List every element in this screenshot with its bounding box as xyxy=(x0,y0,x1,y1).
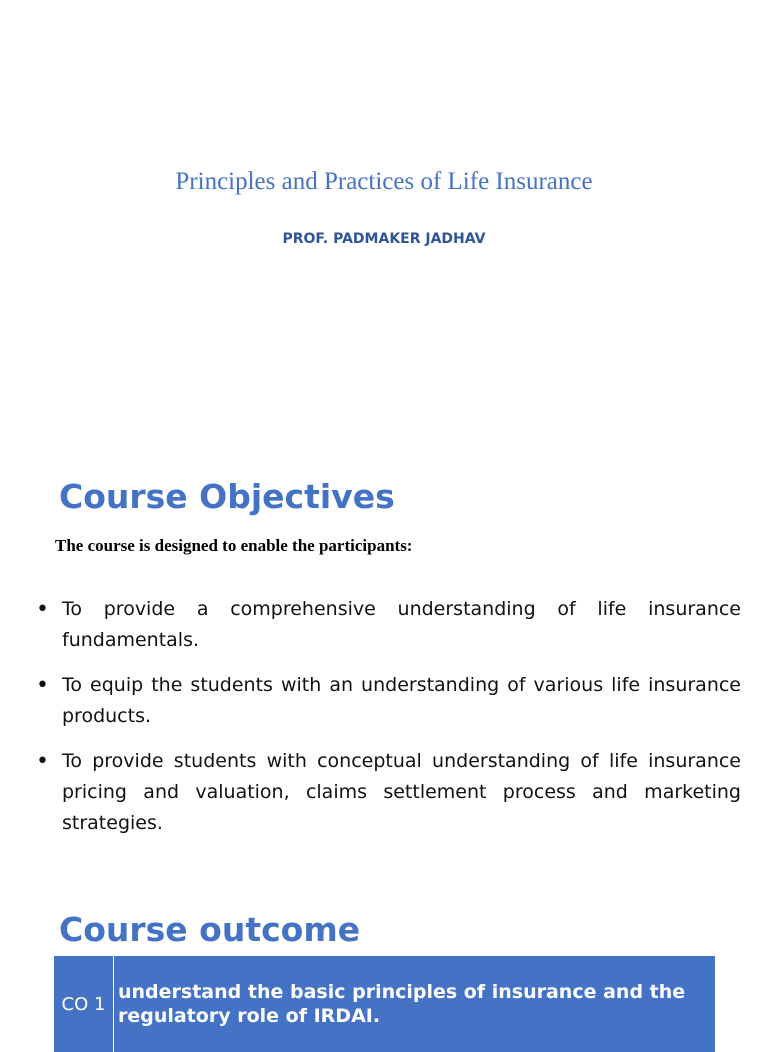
objective-item xyxy=(36,594,741,656)
objectives-intro: The course is designed to enable the participants: xyxy=(55,536,413,555)
author-name: PROF. PADMAKER JADHAV xyxy=(282,231,486,247)
slide-title: Principles and Practices of Life Insurance xyxy=(175,168,593,195)
outcome-code: CO 1 xyxy=(54,956,114,1052)
objective-text: To equip the students with an understanding of various life insurance products. xyxy=(62,674,741,727)
objective-text: To provide students with conceptual understanding of life insurance pricing and valuation, claims settlement process and marketing strategies. xyxy=(62,750,741,834)
objective-item xyxy=(36,670,741,732)
objectives-list xyxy=(36,594,741,853)
course-objectives-heading: Course Objectives xyxy=(59,477,395,516)
bullet-icon: • xyxy=(36,749,49,774)
objective-text: To provide a comprehensive understanding of life insurance fundamentals. xyxy=(62,598,741,651)
objective-item xyxy=(36,746,741,839)
bullet-icon: • xyxy=(36,597,49,622)
bullet-icon: • xyxy=(36,673,49,698)
course-outcome-heading: Course outcome xyxy=(59,910,361,949)
outcome-description: understand the basic principles of insurance and the regulatory role of IRDAI. xyxy=(114,956,716,1052)
table-row xyxy=(54,956,715,1052)
course-outcome-table xyxy=(54,956,715,1052)
